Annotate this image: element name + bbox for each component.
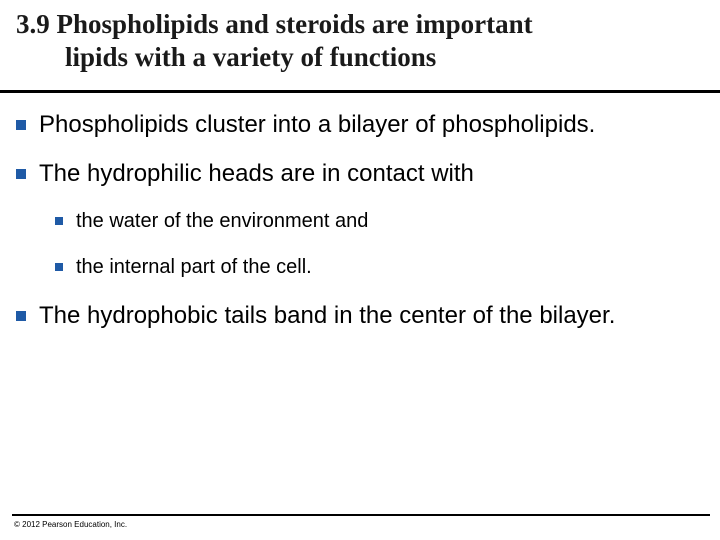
sub-bullet-text: the internal part of the cell. bbox=[76, 256, 312, 278]
copyright-notice: © 2012 Pearson Education, Inc. bbox=[14, 520, 128, 529]
slide-title-line-2: lipids with a variety of functions bbox=[65, 42, 437, 72]
bullet-square-icon bbox=[16, 169, 26, 179]
bullet-square-icon bbox=[16, 120, 26, 130]
bullet-square-icon bbox=[55, 263, 63, 271]
sub-bullet-text: the water of the environment and bbox=[76, 210, 369, 232]
footer-divider bbox=[12, 514, 710, 516]
slide-title-line-1: 3.9 Phospholipids and steroids are important bbox=[16, 9, 533, 39]
bullet-text: Phospholipids cluster into a bilayer of phospholipids. bbox=[39, 111, 596, 138]
bullet-text: The hydrophobic tails band in the center of the bilayer. bbox=[39, 302, 616, 329]
bullet-square-icon bbox=[16, 311, 26, 321]
slide-title bbox=[16, 8, 706, 74]
bullet-text: The hydrophilic heads are in contact with bbox=[39, 160, 474, 187]
title-divider bbox=[0, 90, 720, 93]
bullet-square-icon bbox=[55, 217, 63, 225]
